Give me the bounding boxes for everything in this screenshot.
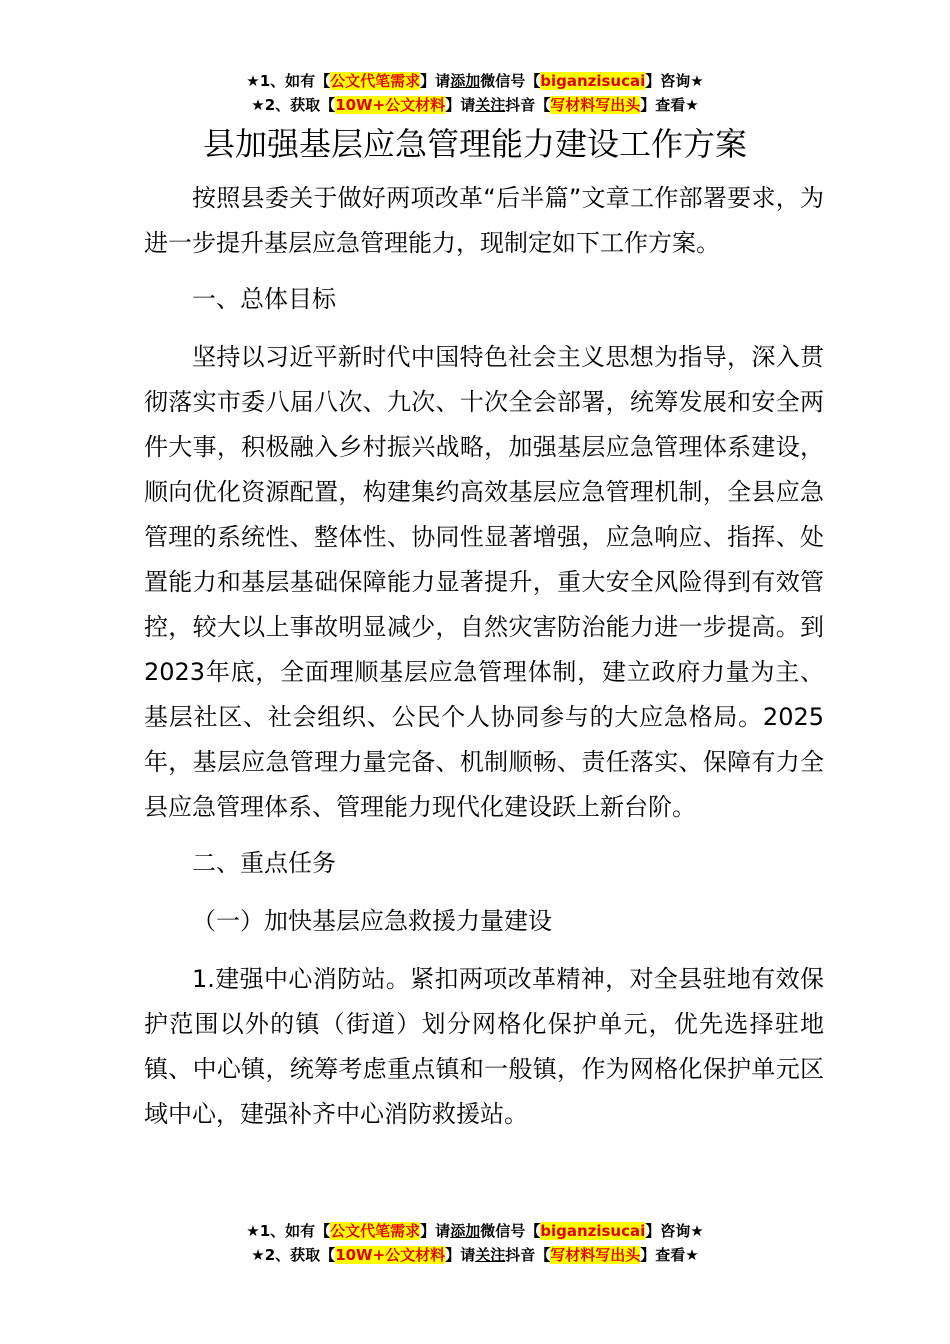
promo-text: ★2、获取【 [251,96,336,114]
promo-emphasis: 关注 [475,96,506,114]
promo-highlight: 10W+公文材料 [335,96,446,114]
body-paragraph: 1.建强中心消防站。紧扣两项改革精神，对全县驻地有效保护范围以外的镇（街道）划分网格化保护单元，优先选择驻地镇、中心镇，统筹考虑重点镇和一般镇，作为网格化保护单元区域中心，建强补齐中心消防救援站。 [144,965,824,1128]
promo-highlight: 公文代笔需求 [330,72,421,90]
promo-text: 】查看★ [640,96,699,114]
promo-emphasis: 添加 [450,72,481,90]
promo-highlight: 写材料写出头 [550,96,641,114]
promo-text: 微信号【 [480,1222,541,1240]
promo-text: 】查看★ [640,1246,699,1264]
section-heading: 一、总体目标 [192,285,336,313]
promo-emphasis: 关注 [475,1246,506,1264]
promo-text: 抖音【 [505,1246,551,1264]
promo-highlight: 写材料写出头 [550,1246,641,1264]
promo-text: 】请 [420,72,451,90]
promo-highlight: 10W+公文材料 [335,1246,446,1264]
promo-text: 微信号【 [480,72,541,90]
promo-text: 】咨询★ [645,72,704,90]
promo-text: 】咨询★ [645,1222,704,1240]
promo-text: ★1、如有【 [246,1222,331,1240]
promo-text: ★2、获取【 [251,1246,336,1264]
promo-emphasis: 添加 [450,1222,481,1240]
document-title: 县加强基层应急管理能力建设工作方案 [202,125,747,163]
promo-text: 抖音【 [505,96,551,114]
promo-text: 】请 [445,96,476,114]
promo-highlight: biganzisucai [540,1222,646,1240]
body-paragraph: 坚持以习近平新时代中国特色社会主义思想为指导，深入贯彻落实市委八届八次、九次、十次全会部署，统筹发展和安全两件大事，积极融入乡村振兴战略，加强基层应急管理体系建设，顺向优化资源配置，构建集约高效基层应急管理机制，全县应急管理的系统性、整体性、协同性显著增强，应急响应、指挥、处置能力和基层基础保障能力显著提升，重大安全风险得到有效管控，较大以上事故明显减少，自然灾害防治能力进一步提高。到2023年底，全面理顺基层应急管理体制，建立政府力量为主、基层社区、社会组织、公民个人协同参与的大应急格局。2025年，基层应急管理力量完备、机制顺畅、责任落实、保障有力全县应急管理体系、管理能力现代化建设跃上新台阶。 [144,343,824,821]
subsection-heading: （一）加快基层应急救援力量建设 [192,907,552,935]
document-body [144,176,824,1148]
promo-line-1 [0,70,950,92]
promo-text: ★1、如有【 [246,72,331,90]
promo-line-2 [0,94,950,116]
promo-line-2 [0,1244,950,1266]
promo-line-1 [0,1220,950,1242]
section-heading: 二、重点任务 [192,849,336,877]
promo-text: 】请 [445,1246,476,1264]
promo-highlight: biganzisucai [540,72,646,90]
intro-paragraph: 按照县委关于做好两项改革“后半篇”文章工作部署要求，为进一步提升基层应急管理能力，现制定如下工作方案。 [144,184,824,257]
promo-text: 】请 [420,1222,451,1240]
promo-highlight: 公文代笔需求 [330,1222,421,1240]
